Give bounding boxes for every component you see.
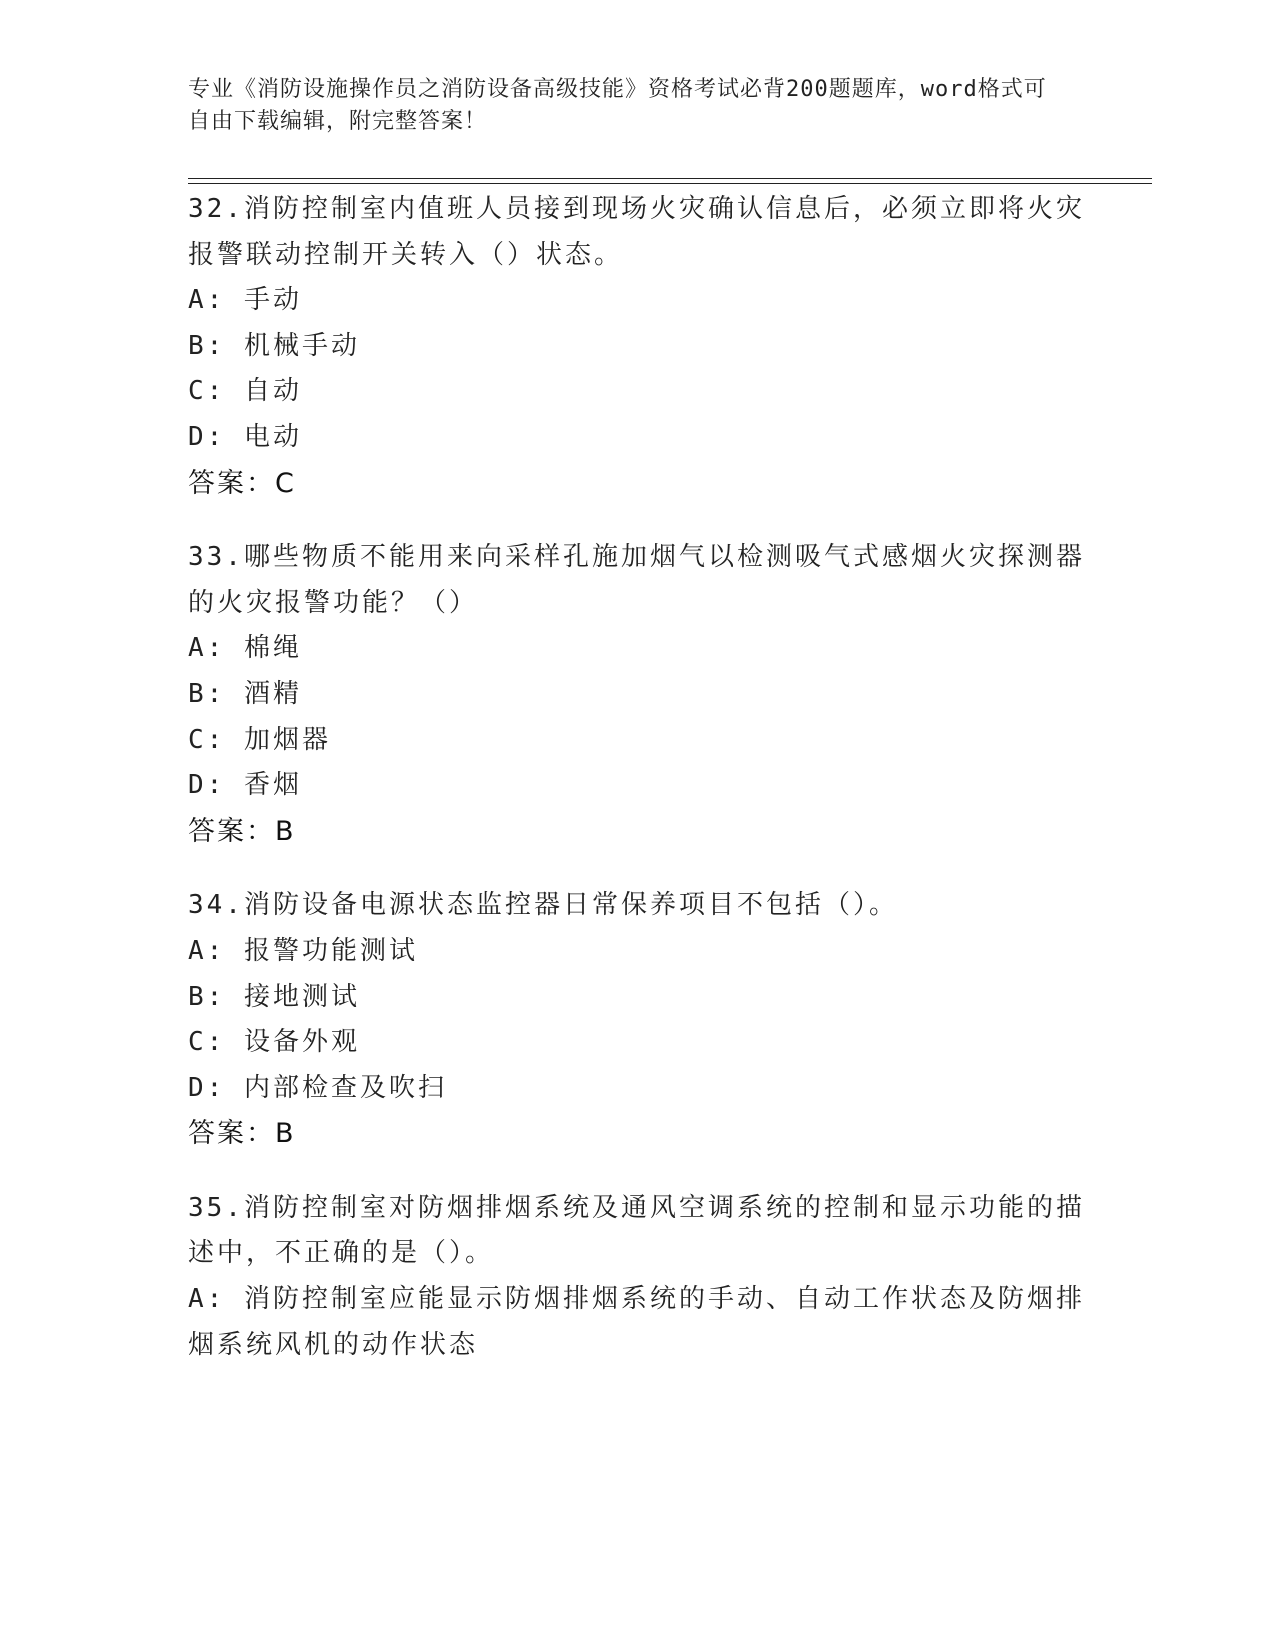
option-a: A: 棉绳 xyxy=(188,633,302,664)
option-b: B: 酒精 xyxy=(188,678,302,709)
option-d: D: 香烟 xyxy=(188,770,302,801)
option-b: B: 机械手动 xyxy=(188,330,360,361)
option-c: C: 设备外观 xyxy=(188,1027,360,1058)
question-stem: 34.消防设备电源状态监控器日常保养项目不包括（）。 xyxy=(188,890,898,921)
option-a: A: 报警功能测试 xyxy=(188,935,418,966)
question-34 xyxy=(188,883,1088,1157)
answer-label: 答案： xyxy=(188,467,275,499)
option-d: D: 内部检查及吹扫 xyxy=(188,1072,447,1103)
answer-label: 答案： xyxy=(188,1118,275,1150)
answer-line xyxy=(188,809,1088,855)
question-stem: 33.哪些物质不能用来向采样孔施加烟气以检测吸气式感烟火灾探测器的火灾报警功能？（） xyxy=(188,542,1085,618)
answer-line xyxy=(188,461,1088,507)
answer-value: C xyxy=(275,467,296,499)
question-list xyxy=(188,187,1088,1397)
option-b: B: 接地测试 xyxy=(188,981,360,1012)
option-c: C: 自动 xyxy=(188,376,302,407)
question-35 xyxy=(188,1186,1088,1368)
answer-label: 答案： xyxy=(188,815,275,847)
header-text: 专业《消防设施操作员之消防设备高级技能》资格考试必背200题题库，word格式可自由下载编辑，附完整答案！ xyxy=(188,77,1047,134)
option-a: A: 消防控制室应能显示防烟排烟系统的手动、自动工作状态及防烟排烟系统风机的动作状态 xyxy=(188,1284,1085,1360)
option-d: D: 电动 xyxy=(188,421,302,452)
question-stem: 32.消防控制室内值班人员接到现场火灾确认信息后，必须立即将火灾报警联动控制开关转入（）状态。 xyxy=(188,194,1085,270)
header-divider-bottom xyxy=(188,183,1152,184)
header-divider-top xyxy=(188,178,1152,179)
question-stem: 35.消防控制室对防烟排烟系统及通风空调系统的控制和显示功能的描述中，不正确的是（）。 xyxy=(188,1192,1085,1269)
question-32 xyxy=(188,187,1088,506)
question-33 xyxy=(188,535,1088,854)
option-c: C: 加烟器 xyxy=(188,724,331,755)
option-a: A: 手动 xyxy=(188,285,302,316)
answer-line xyxy=(188,1111,1088,1157)
answer-value: B xyxy=(275,815,296,847)
answer-value: B xyxy=(275,1118,296,1150)
